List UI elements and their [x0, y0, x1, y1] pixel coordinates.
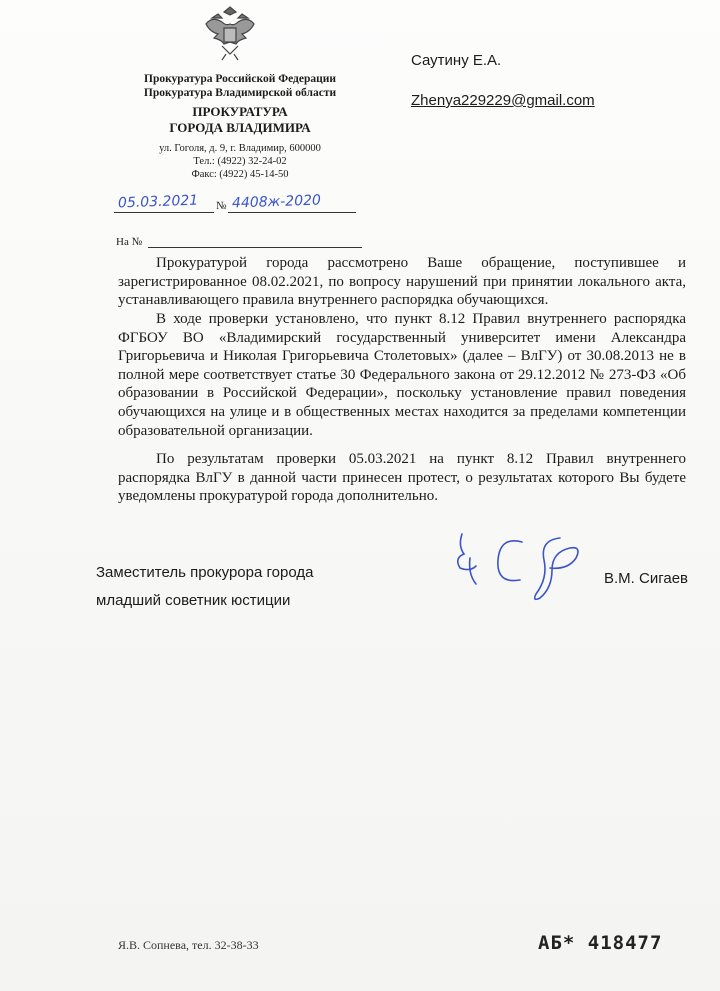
paragraph-3: По результатам проверки 05.03.2021 на пункт 8.12 Правил внутреннего распорядка ВлГУ в данной части принесен протест, о результатах которого Вы будете уведомлены прокуратурой города дополнительно.: [118, 451, 686, 505]
signer-name: В.М. Сигаев: [604, 570, 689, 587]
office-fax: Факс: (4922) 45-14-50: [191, 169, 289, 180]
signer-position-line2: младший советник юстиции: [96, 592, 291, 609]
na-label: На №: [116, 236, 143, 248]
recipient-name: Саутину Е.А.: [411, 52, 502, 69]
paragraph-1: Прокуратурой города рассмотрено Ваше обращение, поступившее и зарегистрированное 08.02.2021, по вопросу нарушений при принятии локального акта, устанавливающего правила внутреннего распорядка обучающихся.: [118, 255, 686, 309]
recipient-email: Zhenya229229@gmail.com: [411, 92, 595, 109]
office-address: ул. Гоголя, д. 9, г. Владимир, 600000: [159, 143, 321, 154]
coat-of-arms-icon: [202, 4, 258, 64]
handwritten-signature: [440, 528, 590, 608]
office-name-line1: ПРОКУРАТУРА: [192, 104, 288, 119]
office-name-line2: ГОРОДА ВЛАДИМИРА: [169, 120, 311, 135]
date-underline: [114, 212, 214, 213]
handwritten-number: 4408ж-2020: [231, 192, 322, 212]
number-sign: №: [216, 200, 227, 212]
office-phone: Тел.: (4922) 32-24-02: [193, 156, 287, 167]
form-serial-number: АБ* 418477: [538, 932, 663, 954]
na-underline: [148, 247, 362, 248]
handwritten-date: 05.03.2021: [117, 192, 199, 212]
org-name-federal: Прокуратура Российской Федерации: [144, 73, 336, 85]
signer-position-line1: Заместитель прокурора города: [96, 564, 314, 581]
org-name-regional: Прокуратура Владимирской области: [143, 87, 337, 99]
paragraph-2: В ходе проверки установлено, что пункт 8.12 Правил внутреннего распорядка ФГБОУ ВО «Владимирский государственный университет имени Александра Григорьевича и Николая Григорьевича Столетовых» (далее – ВлГУ) от 30.08.2013 не в полной мере соответствует статье 30 Федерального закона от 29.12.2012 № 273-ФЗ «Об образовании в Российской Федерации», поскольку установление правил поведения обучающихся на улице и в общественных местах находится за пределами компетенции образовательной организации.: [118, 311, 686, 439]
number-underline: [228, 212, 356, 213]
executor-contact: Я.В. Сопнева, тел. 32-38-33: [118, 938, 259, 952]
